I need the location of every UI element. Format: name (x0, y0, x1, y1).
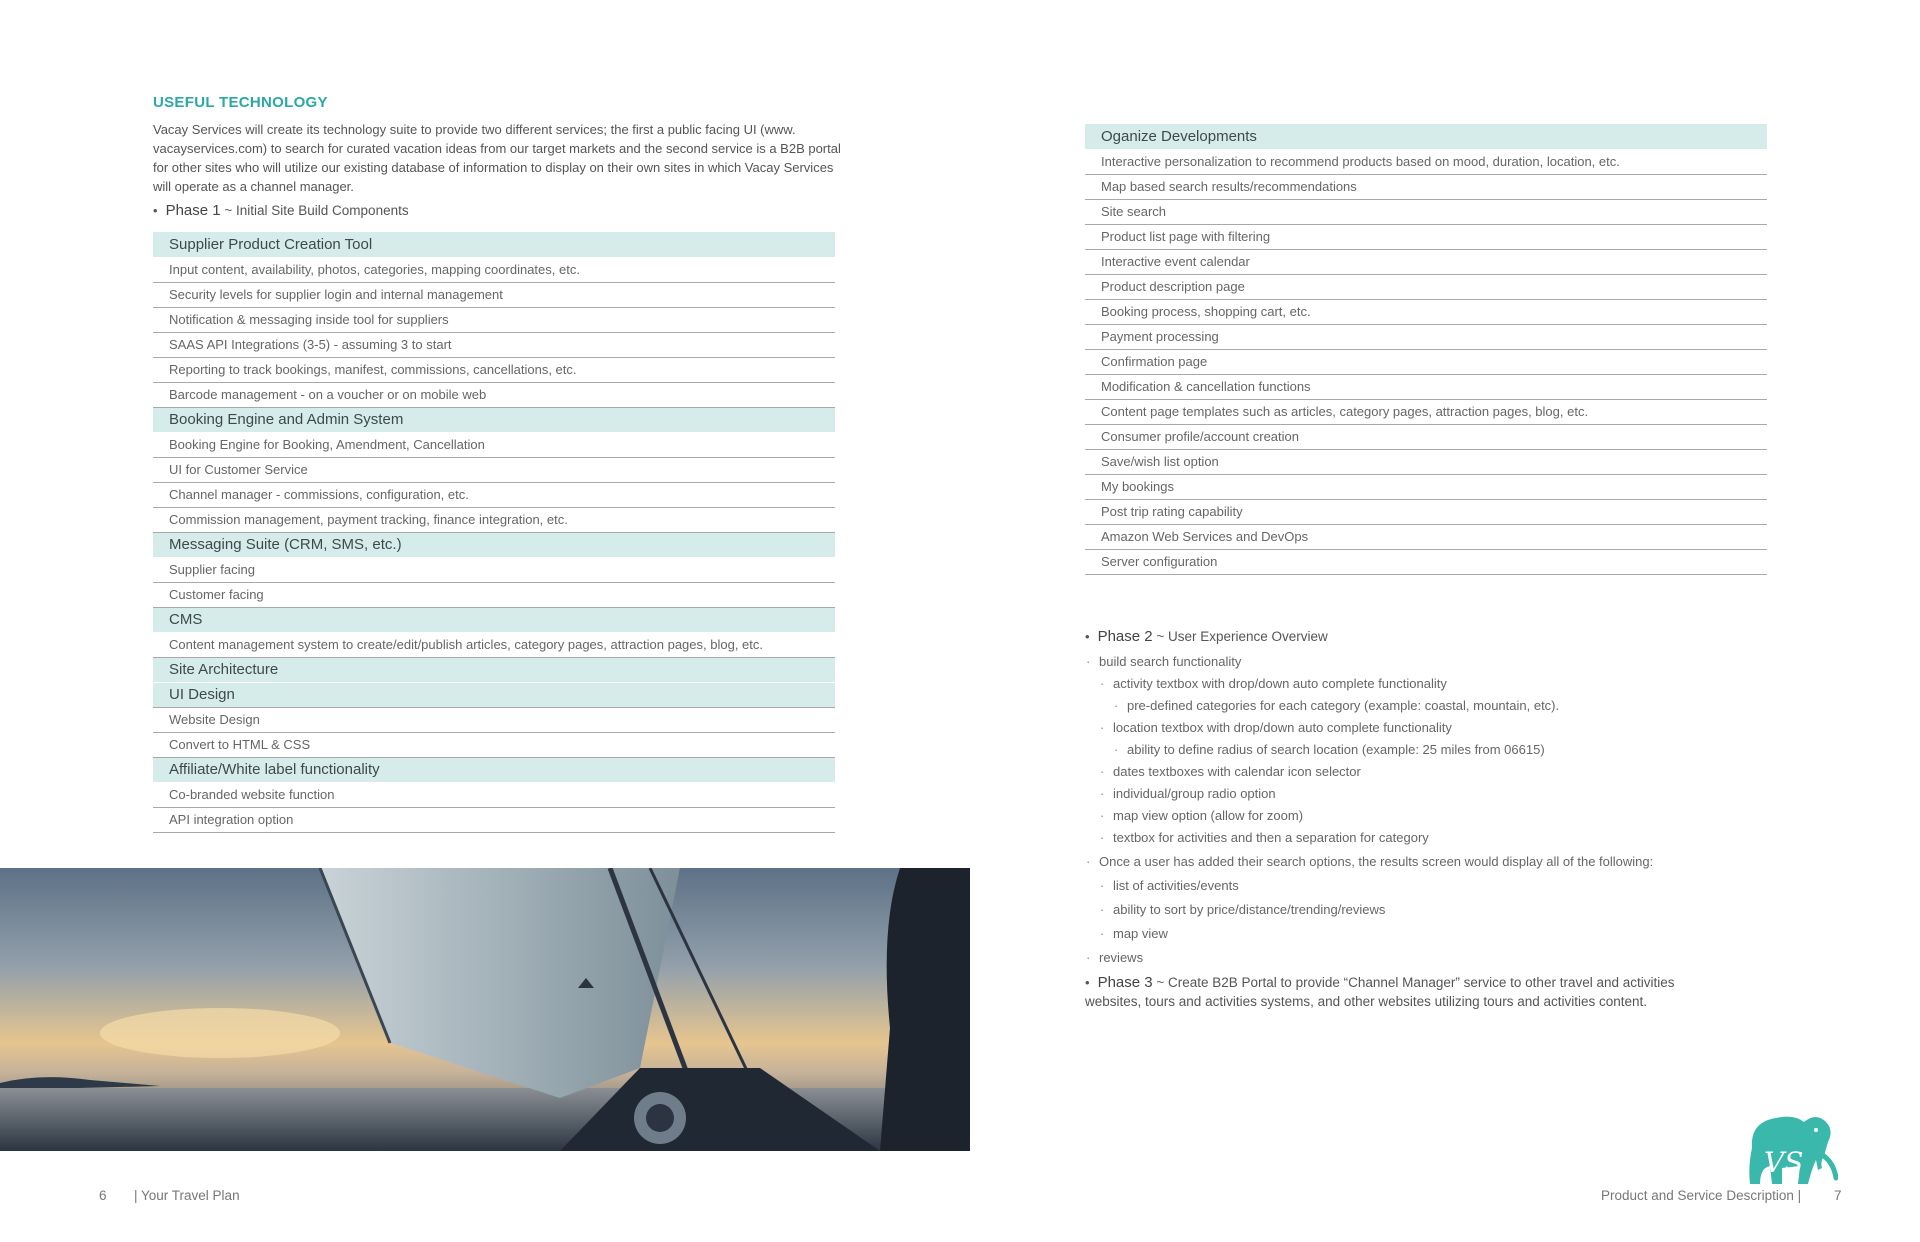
category-label: UI Design (153, 682, 835, 707)
bullet-icon: · (1086, 654, 1091, 669)
phase3-text: Create B2B Portal to provide “Channel Manager” service to other travel and activities websites, tours and activities systems, and other websites utilizing tours and activities content. (1085, 975, 1675, 1009)
category-row (1085, 124, 1767, 149)
phase1-components-table (153, 232, 835, 833)
row-text: UI for Customer Service (153, 457, 835, 482)
bullet-icon: · (1086, 950, 1091, 965)
category-label: Booking Engine and Admin System (153, 407, 835, 432)
table-row (153, 307, 835, 332)
table-row (153, 432, 835, 457)
outline-item-text: Once a user has added their search options, the results screen would display all of the following: (1099, 854, 1654, 869)
table-row (1085, 524, 1767, 549)
category-row (153, 607, 835, 632)
outline-item-text: reviews (1099, 950, 1144, 965)
row-text: Customer facing (153, 582, 835, 607)
phase1-text: Initial Site Build Components (236, 203, 409, 218)
phase3-bullet (1085, 973, 1705, 1011)
row-text: Interactive event calendar (1085, 249, 1767, 274)
row-text: Payment processing (1085, 324, 1767, 349)
row-text: Product list page with filtering (1085, 224, 1767, 249)
row-text: Website Design (153, 707, 835, 732)
category-label: Messaging Suite (CRM, SMS, etc.) (153, 532, 835, 557)
row-text: Product description page (1085, 274, 1767, 299)
intro-paragraph: Vacay Services will create its technology suite to provide two different services; the first a public facing UI (www. vacayservices.com) to search for curated vacation ideas from our target markets and the second service is a B2B portal for other sites who will utilize our existing database of information to display on their own sites in which Vacay Services will operate as a channel manager. (153, 122, 841, 194)
left-page-number: 6 (99, 1188, 107, 1203)
svg-text:VS: VS (1764, 1146, 1804, 1179)
outline-item-text: pre-defined categories for each category (example: coastal, mountain, etc). (1127, 698, 1560, 713)
bullet-icon: · (1086, 854, 1091, 869)
row-text: Convert to HTML & CSS (153, 732, 835, 757)
table-row (153, 782, 835, 807)
table-row (1085, 424, 1767, 449)
outline-item (1085, 853, 1705, 871)
table-row (1085, 449, 1767, 474)
outline-item (1085, 877, 1705, 895)
table-row (1085, 374, 1767, 399)
sailboat-sunset-photo (0, 868, 970, 1151)
outline-item-text: dates textboxes with calendar icon selector (1113, 764, 1361, 779)
right-footer-title: Product and Service Description | (1601, 1188, 1802, 1203)
category-label: Site Architecture (153, 657, 835, 682)
outline-item (1085, 807, 1705, 825)
phase2-outline (1085, 653, 1705, 967)
table-row (1085, 174, 1767, 199)
table-row (1085, 324, 1767, 349)
table-row (153, 482, 835, 507)
table-row (1085, 224, 1767, 249)
phase2-text: User Experience Overview (1168, 629, 1328, 644)
outline-item-text: ability to sort by price/distance/trending/reviews (1113, 902, 1386, 917)
table-row (153, 282, 835, 307)
outline-item-text: activity textbox with drop/down auto complete functionality (1113, 676, 1447, 691)
table-row (1085, 399, 1767, 424)
phase1-separator: ~ (220, 203, 236, 218)
category-row (153, 532, 835, 557)
outline-item (1085, 741, 1705, 759)
row-text: Commission management, payment tracking, finance integration, etc. (153, 507, 835, 532)
category-row (153, 407, 835, 432)
row-text: Input content, availability, photos, categories, mapping coordinates, etc. (153, 257, 835, 282)
phase2-separator: ~ (1152, 629, 1168, 644)
table-row (153, 457, 835, 482)
row-text: Map based search results/recommendations (1085, 174, 1767, 199)
row-text: SAAS API Integrations (3-5) - assuming 3 to start (153, 332, 835, 357)
outline-item (1085, 697, 1705, 715)
outline-item (1085, 949, 1705, 967)
bullet-icon: · (1100, 676, 1105, 691)
category-label: CMS (153, 607, 835, 632)
phase3-separator: ~ (1152, 975, 1168, 990)
row-text: Modification & cancellation functions (1085, 374, 1767, 399)
category-label: Affiliate/White label functionality (153, 757, 835, 782)
phase1-bullet (153, 202, 409, 219)
bullet-icon: · (1100, 786, 1105, 801)
row-text: Supplier facing (153, 557, 835, 582)
table-row (1085, 299, 1767, 324)
table-row (153, 557, 835, 582)
outline-item (1085, 785, 1705, 803)
table-row (153, 332, 835, 357)
outline-item-text: textbox for activities and then a separation for category (1113, 830, 1429, 845)
outline-item-text: map view option (allow for zoom) (1113, 808, 1304, 823)
table-row (1085, 349, 1767, 374)
row-text: Content page templates such as articles, category pages, attraction pages, blog, etc. (1085, 399, 1767, 424)
row-text: API integration option (153, 807, 835, 832)
table-row (1085, 199, 1767, 224)
category-row (153, 757, 835, 782)
bullet-icon: · (1100, 830, 1105, 845)
row-text: Content management system to create/edit/publish articles, category pages, attraction pages, blog, etc. (153, 632, 835, 657)
category-label: Oganize Developments (1085, 124, 1767, 149)
outline-item-text: map view (1113, 926, 1168, 941)
row-text: Channel manager - commissions, configuration, etc. (153, 482, 835, 507)
category-label: Supplier Product Creation Tool (153, 232, 835, 257)
table-row (1085, 274, 1767, 299)
elephant-logo-icon (1742, 1108, 1838, 1184)
table-row (1085, 249, 1767, 274)
table-row (153, 807, 835, 832)
outline-item (1085, 719, 1705, 737)
phase2-section (1085, 628, 1705, 1011)
row-text: Server configuration (1085, 549, 1767, 574)
bullet-icon: · (1100, 902, 1105, 917)
phase1-label: Phase 1 (165, 202, 221, 219)
table-row (153, 582, 835, 607)
outline-item-text: location textbox with drop/down auto complete functionality (1113, 720, 1452, 735)
table-row (1085, 499, 1767, 524)
bullet-icon: · (1114, 698, 1119, 713)
row-text: Consumer profile/account creation (1085, 424, 1767, 449)
row-text: Save/wish list option (1085, 449, 1767, 474)
bullet-icon: • (1085, 629, 1090, 644)
outline-item-text: list of activities/events (1113, 878, 1239, 893)
row-text: Amazon Web Services and DevOps (1085, 524, 1767, 549)
outline-item (1085, 829, 1705, 847)
category-row (153, 232, 835, 257)
table-row (153, 257, 835, 282)
outline-item (1085, 925, 1705, 943)
outline-item (1085, 653, 1705, 671)
category-row (153, 682, 835, 707)
bullet-icon: · (1100, 926, 1105, 941)
category-row (153, 657, 835, 682)
phase3-label: Phase 3 (1097, 974, 1153, 991)
right-page-number: 7 (1834, 1188, 1842, 1203)
table-row (153, 732, 835, 757)
row-text: Interactive personalization to recommend products based on mood, duration, location, etc. (1085, 149, 1767, 174)
outline-item (1085, 675, 1705, 693)
row-text: Post trip rating capability (1085, 499, 1767, 524)
bullet-icon: · (1100, 720, 1105, 735)
table-row (1085, 549, 1767, 574)
outline-item-text: build search functionality (1099, 654, 1242, 669)
table-row (153, 357, 835, 382)
phase2-bullet (1085, 628, 1705, 645)
phase2-label: Phase 2 (1097, 628, 1153, 645)
table-row (153, 382, 835, 407)
outline-item (1085, 901, 1705, 919)
bullet-icon: · (1114, 742, 1119, 757)
left-footer-title: | Your Travel Plan (134, 1188, 240, 1203)
section-heading: USEFUL TECHNOLOGY (153, 94, 328, 111)
row-text: Barcode management - on a voucher or on mobile web (153, 382, 835, 407)
row-text: Site search (1085, 199, 1767, 224)
row-text: Notification & messaging inside tool for suppliers (153, 307, 835, 332)
bullet-icon: • (1085, 975, 1090, 990)
organize-developments-table (1085, 124, 1767, 575)
table-row (153, 707, 835, 732)
bullet-icon: · (1100, 764, 1105, 779)
bullet-icon: · (1100, 878, 1105, 893)
row-text: Confirmation page (1085, 349, 1767, 374)
bullet-icon: · (1100, 808, 1105, 823)
row-text: Security levels for supplier login and internal management (153, 282, 835, 307)
row-text: Co-branded website function (153, 782, 835, 807)
outline-item (1085, 763, 1705, 781)
row-text: Booking process, shopping cart, etc. (1085, 299, 1767, 324)
table-row (153, 507, 835, 532)
row-text: My bookings (1085, 474, 1767, 499)
outline-item-text: ability to define radius of search location (example: 25 miles from 06615) (1127, 742, 1545, 757)
table-row (153, 632, 835, 657)
outline-item-text: individual/group radio option (1113, 786, 1276, 801)
row-text: Booking Engine for Booking, Amendment, Cancellation (153, 432, 835, 457)
row-text: Reporting to track bookings, manifest, commissions, cancellations, etc. (153, 357, 835, 382)
bullet-icon: • (153, 203, 158, 218)
table-row (1085, 474, 1767, 499)
table-row (1085, 149, 1767, 174)
